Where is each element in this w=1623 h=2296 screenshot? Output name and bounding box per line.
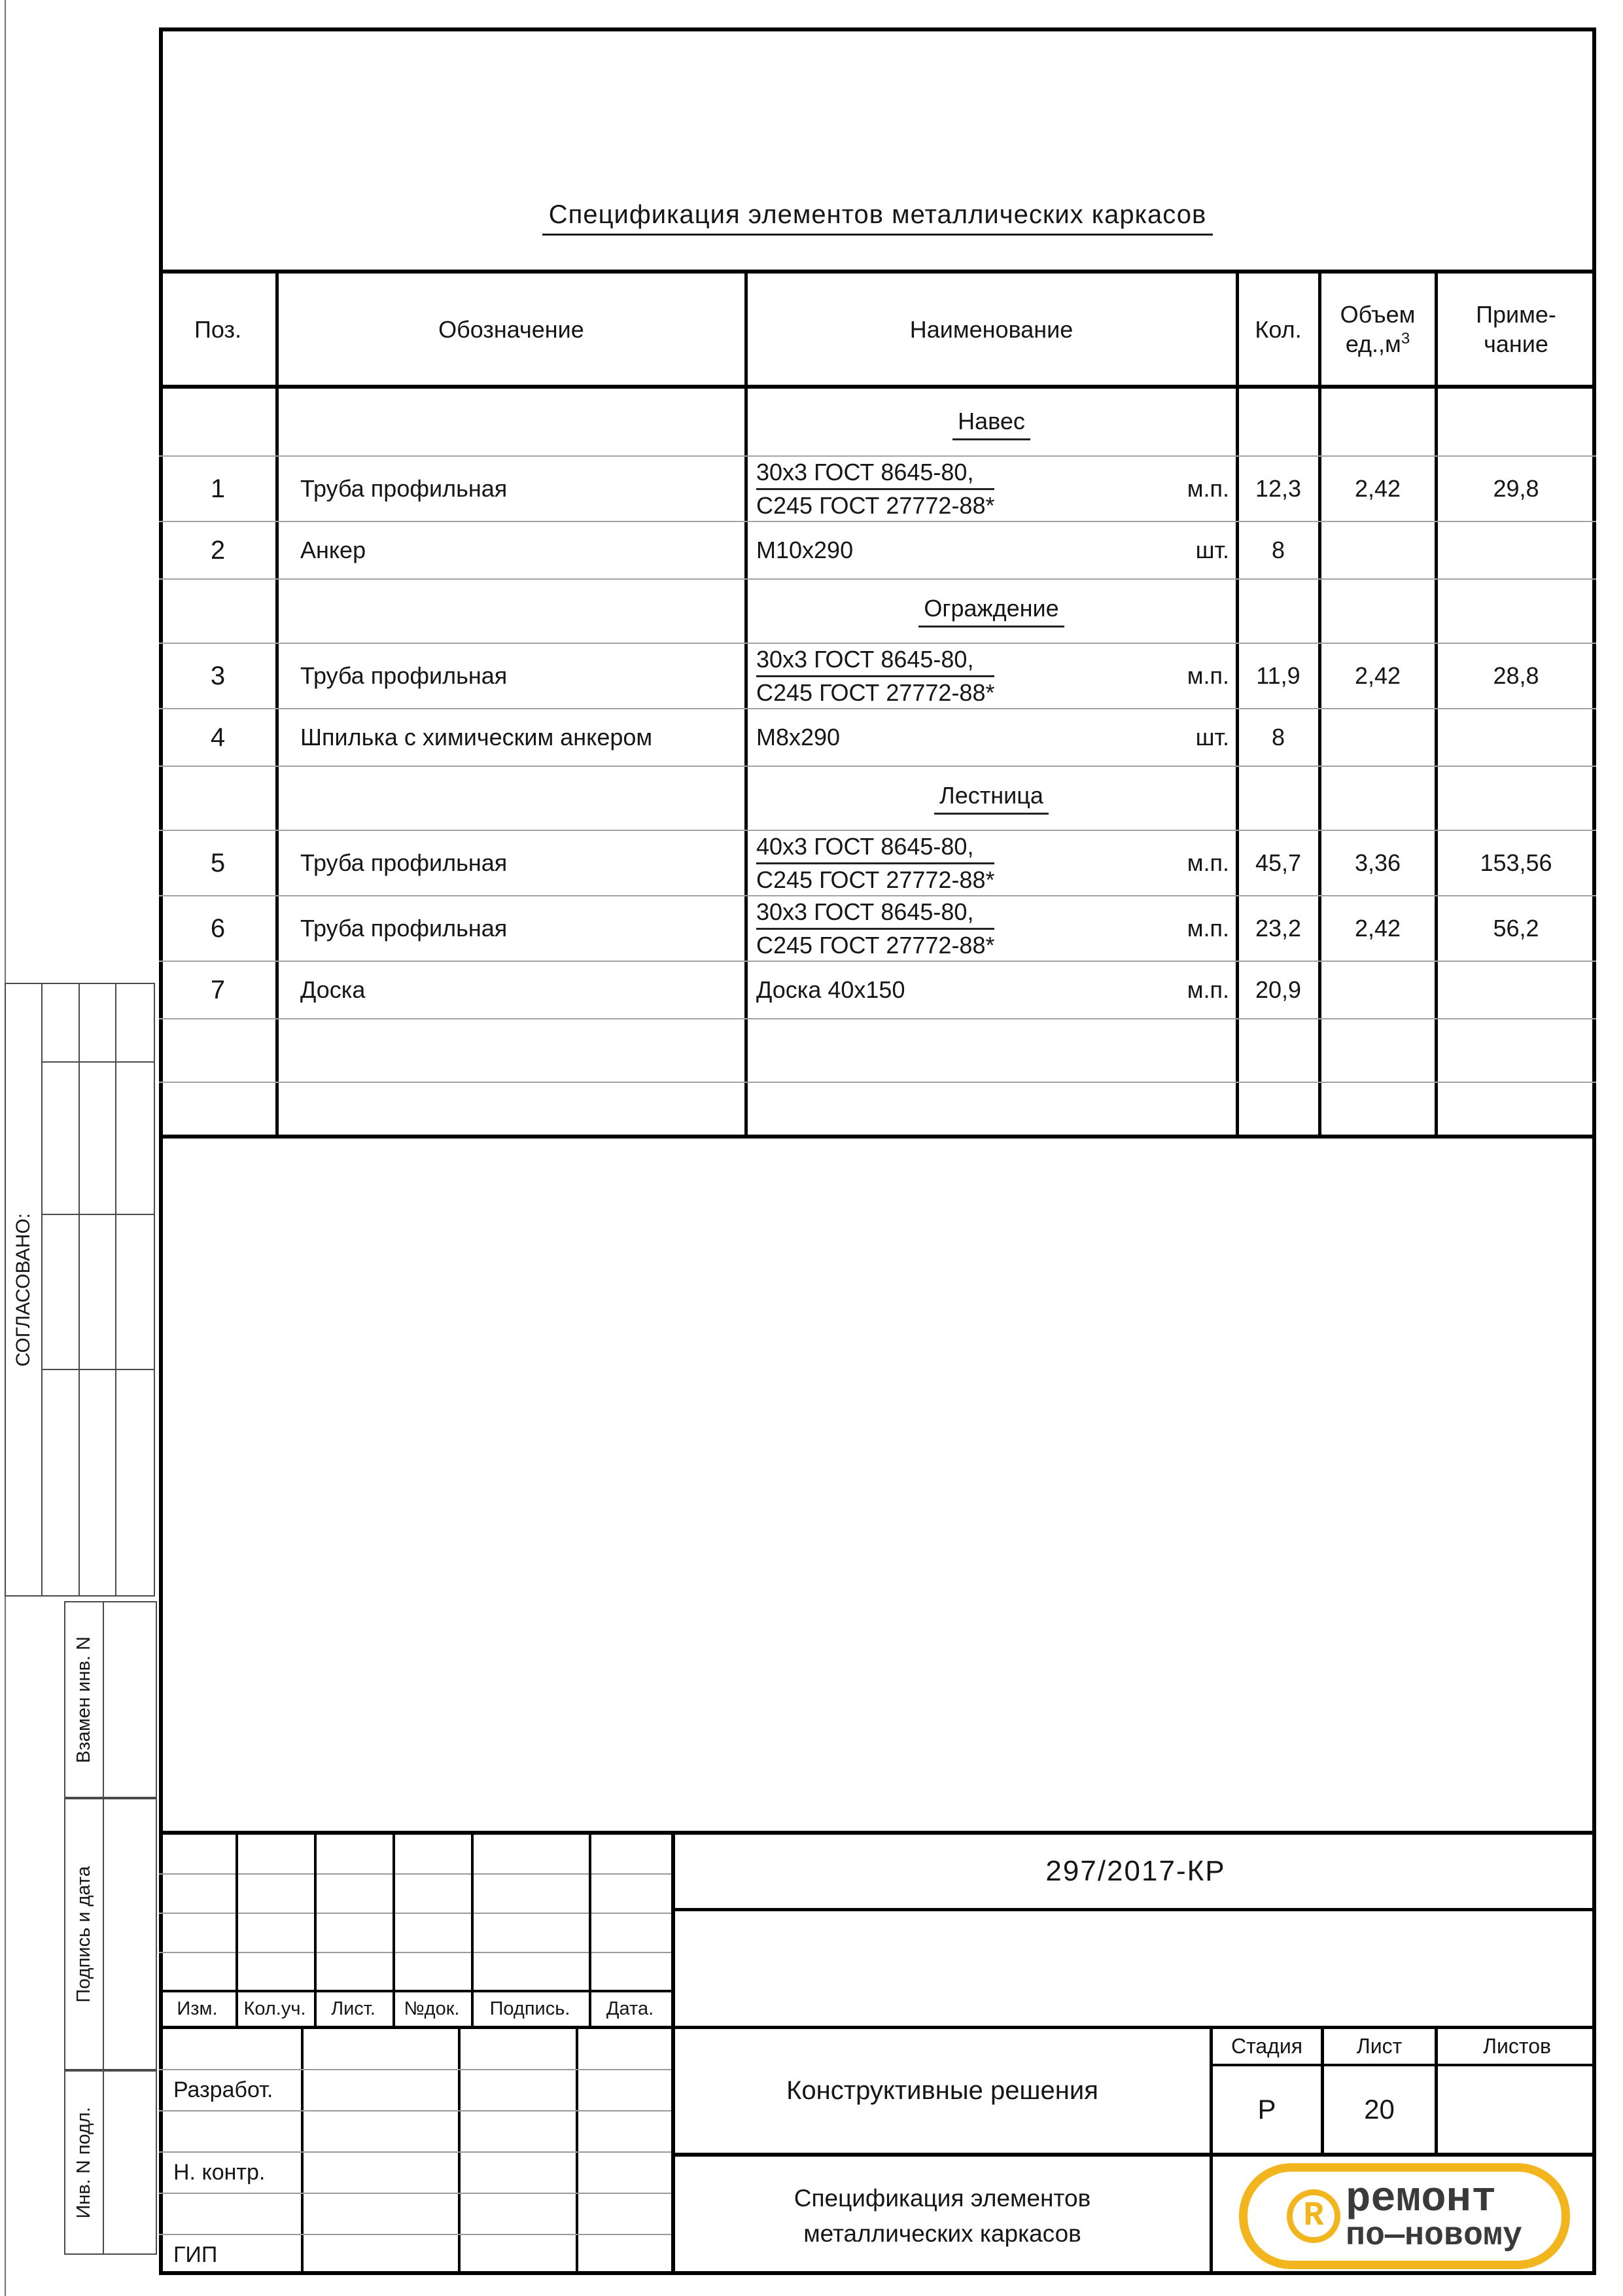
cell-designation: [277, 896, 746, 961]
cell-position: 4: [210, 722, 226, 752]
approval-grid-cell: [80, 1063, 117, 1215]
sign-date-label-cell: [65, 1799, 104, 2069]
role-row: Разработ.: [159, 2070, 671, 2111]
specification-table: [159, 270, 1596, 1139]
unit-label: шт.: [1195, 724, 1229, 751]
inv-orig-label: Инв. N подл.: [73, 2106, 94, 2219]
empty-cell: [277, 1019, 746, 1082]
cell-name: [746, 644, 1237, 708]
fraction-top: 30х3 ГОСТ 8645-80,: [756, 898, 994, 930]
fraction-top: 30х3 ГОСТ 8645-80,: [756, 646, 994, 677]
designation-text: Труба профильная: [300, 662, 508, 689]
header-pos: Поз.: [194, 315, 241, 343]
page-title-text: Спецификация элементов металлических каркасов: [542, 200, 1213, 236]
logo-cell: [1213, 2157, 1596, 2275]
cell-name: [746, 896, 1237, 961]
table-section-row: [159, 580, 1596, 644]
header-designation: Обозначение: [438, 315, 584, 343]
document-number-cell: [675, 1835, 1596, 1911]
empty-cell: [277, 1083, 746, 1135]
logo-text: [1345, 2176, 1523, 2255]
header-note-line2: чание: [1484, 330, 1548, 357]
cell-name: [746, 457, 1237, 521]
approval-stamp-box: [5, 983, 155, 1597]
revision-header-cell: Кол.уч.: [243, 1998, 306, 2019]
empty-cell: [1319, 1083, 1436, 1135]
spec-table-header: [159, 274, 1596, 389]
unit-label: м.п.: [1187, 976, 1229, 1003]
header-name: Наименование: [909, 315, 1073, 343]
cell-volume: [1319, 962, 1436, 1018]
steel-grade-fraction: [756, 833, 994, 894]
designation-text: Труба профильная: [300, 849, 508, 876]
steel-grade-fraction: [756, 459, 994, 520]
approved-label-cell: [6, 984, 41, 1595]
cell-designation: [277, 644, 746, 708]
revision-header-cell: №док.: [404, 1998, 460, 2019]
cell-qty: 45,7: [1255, 849, 1302, 876]
empty-cell: [1237, 1019, 1319, 1082]
approval-grid-cell: [116, 1063, 154, 1215]
cell-qty: 8: [1271, 537, 1285, 563]
cell-designation: [277, 522, 746, 578]
cell-designation: [277, 709, 746, 766]
cell-volume: 2,42: [1354, 915, 1401, 942]
cell-qty: 12,3: [1255, 475, 1302, 502]
empty-cell: [1436, 1019, 1596, 1082]
header-note-line1: Приме-: [1476, 301, 1556, 328]
inv-orig-label-cell: [65, 2072, 104, 2253]
replace-inv-label: Взамен инв. N: [73, 1636, 94, 1763]
cell-note: 29,8: [1493, 475, 1539, 502]
designation-text: Доска: [300, 976, 366, 1003]
sheet-title-line2: металлических каркасов: [803, 2219, 1081, 2247]
designation-text: Шпилька с химическим анкером: [300, 723, 653, 751]
cell-position: 6: [210, 913, 226, 943]
table-row: [159, 831, 1596, 896]
approval-grid-cell: [43, 984, 80, 1063]
table-row: [159, 962, 1596, 1019]
cell-note: [1436, 962, 1596, 1018]
steel-grade-fraction: [756, 646, 994, 707]
sheet-title-row: [675, 2157, 1596, 2275]
header-volume-line1: Объем: [1340, 301, 1416, 328]
cell-designation: [277, 831, 746, 895]
role-row-empty: [159, 2029, 671, 2070]
revision-grid: [159, 1831, 671, 2275]
section-label: Ограждение: [918, 595, 1064, 627]
designation-text: Труба профильная: [300, 474, 508, 502]
cell-note: 28,8: [1493, 662, 1539, 689]
approval-grid-cell: [116, 1370, 154, 1595]
inv-orig-box: [64, 2070, 157, 2255]
stage-value: Р: [1213, 2066, 1324, 2153]
cell-qty: 11,9: [1256, 662, 1300, 689]
cell-volume: 2,42: [1354, 475, 1401, 502]
approval-grid-cell: [80, 1215, 117, 1370]
empty-cell: [159, 1019, 277, 1082]
section-label-cell: [746, 580, 1237, 643]
company-logo: [1239, 2163, 1570, 2269]
table-row: [159, 457, 1596, 522]
cell-volume: [1319, 522, 1436, 578]
cell-volume: 2,42: [1354, 662, 1401, 689]
cell-designation: [277, 457, 746, 521]
sheet-title-cell: [675, 2157, 1213, 2275]
cell-note: 153,56: [1480, 849, 1552, 876]
cell-name: [746, 962, 1237, 1018]
title-block: [671, 1831, 1596, 2275]
fraction-top: 40х3 ГОСТ 8645-80,: [756, 833, 994, 864]
header-volume-sup: 3: [1401, 330, 1410, 347]
fraction-bottom: С245 ГОСТ 27772-88*: [756, 931, 995, 959]
revision-header-cell: Изм.: [177, 1998, 218, 2019]
cell-qty: 8: [1271, 724, 1285, 751]
unit-label: м.п.: [1187, 662, 1229, 689]
table-row: [159, 709, 1596, 767]
spec-table-body: [159, 393, 1596, 1135]
table-section-row: [159, 393, 1596, 457]
empty-cell: [1237, 1083, 1319, 1135]
section-label: Навес: [952, 408, 1030, 440]
sign-date-box: [64, 1798, 157, 2070]
header-note: [1436, 300, 1596, 359]
revision-header-row: [159, 1990, 671, 2029]
empty-cell: [746, 1083, 1237, 1135]
sheets-value: [1438, 2066, 1596, 2153]
cell-designation: [277, 962, 746, 1018]
approval-grid-cell: [43, 1215, 80, 1370]
approved-label: СОГЛАСОВАНО:: [12, 1212, 34, 1367]
sheet-label: Лист: [1324, 2029, 1438, 2064]
cell-note: [1436, 522, 1596, 578]
fraction-bottom: С245 ГОСТ 27772-88*: [756, 679, 995, 706]
stage-row: [675, 2029, 1596, 2157]
page-title: [159, 200, 1596, 230]
cell-position: 2: [210, 535, 226, 565]
cell-volume: [1319, 709, 1436, 766]
role-row: ГИП: [173, 2242, 218, 2267]
header-volume-line2: ед.,м: [1345, 330, 1401, 357]
sheets-label: Листов: [1483, 2034, 1551, 2058]
stage-header-row: [1213, 2029, 1596, 2066]
cell-name: [746, 709, 1237, 766]
sign-date-label: Подпись и дата: [73, 1865, 94, 2003]
table-empty-row: [159, 1083, 1596, 1135]
approval-grid-cell: [43, 1063, 80, 1215]
cell-position: 3: [210, 661, 226, 690]
stage-columns: [1213, 2029, 1596, 2153]
designation-text: Труба профильная: [300, 914, 508, 942]
role-row: Н. контр.: [159, 2153, 671, 2194]
cell-note: 56,2: [1493, 915, 1539, 942]
fraction-top: 30х3 ГОСТ 8645-80,: [756, 459, 994, 490]
cell-position: 5: [210, 848, 226, 877]
designation-text: Анкер: [300, 536, 366, 563]
table-section-row: [159, 767, 1596, 831]
approval-grid: [41, 984, 154, 1595]
header-qty: Кол.: [1255, 315, 1302, 343]
approval-grid-cell: [116, 1215, 154, 1370]
revision-header-cell: Дата.: [606, 1998, 654, 2019]
name-text: М8х290: [756, 724, 841, 751]
table-empty-row: [159, 1019, 1596, 1083]
name-text: Доска 40х150: [756, 976, 905, 1003]
role-row-empty: [159, 2111, 671, 2153]
table-row: [159, 644, 1596, 709]
empty-cell: [675, 1911, 1596, 2029]
replace-inv-box: [64, 1601, 157, 1798]
cell-position: 1: [210, 474, 226, 503]
unit-label: м.п.: [1187, 849, 1229, 876]
stage-label: Стадия: [1213, 2029, 1324, 2064]
table-row: [159, 896, 1596, 962]
replace-inv-label-cell: [65, 1602, 104, 1797]
empty-cell: [159, 1083, 277, 1135]
cell-position: 7: [210, 975, 226, 1004]
sheet-value: 20: [1324, 2066, 1438, 2153]
registered-trademark-icon: R: [1287, 2189, 1340, 2243]
project-title-cell: [675, 2029, 1213, 2153]
logo-line2: по—новому: [1345, 2217, 1523, 2255]
role-row-empty: [159, 2194, 671, 2235]
roles-rows: [159, 2029, 671, 2275]
logo-line1: ремонт: [1345, 2176, 1497, 2223]
approval-grid-cell: [43, 1370, 80, 1595]
revision-header-cell: Лист.: [331, 1998, 375, 2019]
approval-grid-cell: [80, 984, 117, 1063]
document-number: 297/2017-КР: [1045, 1855, 1226, 1887]
section-label-cell: [746, 393, 1237, 455]
cell-qty: 23,2: [1255, 915, 1302, 942]
section-label-cell: [746, 767, 1237, 830]
empty-cell: [1319, 1019, 1436, 1082]
fraction-bottom: С245 ГОСТ 27772-88*: [756, 866, 995, 893]
steel-grade-fraction: [756, 898, 994, 959]
unit-label: м.п.: [1187, 475, 1229, 502]
unit-label: шт.: [1195, 537, 1229, 563]
unit-label: м.п.: [1187, 915, 1229, 942]
cell-qty: 20,9: [1255, 976, 1302, 1003]
cell-volume: 3,36: [1354, 849, 1401, 876]
approval-grid-cell: [116, 984, 154, 1063]
cell-name: [746, 831, 1237, 895]
section-label: Лестница: [934, 782, 1049, 815]
sheet-title-line1: Спецификация элементов: [794, 2184, 1091, 2212]
project-title: Конструктивные решения: [786, 2076, 1098, 2105]
fraction-bottom: С245 ГОСТ 27772-88*: [756, 491, 995, 519]
empty-cell: [1436, 1083, 1596, 1135]
approval-grid-cell: [80, 1370, 117, 1595]
name-text: М10х290: [756, 537, 854, 563]
cell-name: [746, 522, 1237, 578]
cell-note: [1436, 709, 1596, 766]
stage-values-row: [1213, 2066, 1596, 2153]
table-row: [159, 522, 1596, 580]
empty-cell: [746, 1019, 1237, 1082]
header-volume: [1319, 300, 1436, 359]
revision-header-cell: Подпись.: [489, 1998, 570, 2019]
